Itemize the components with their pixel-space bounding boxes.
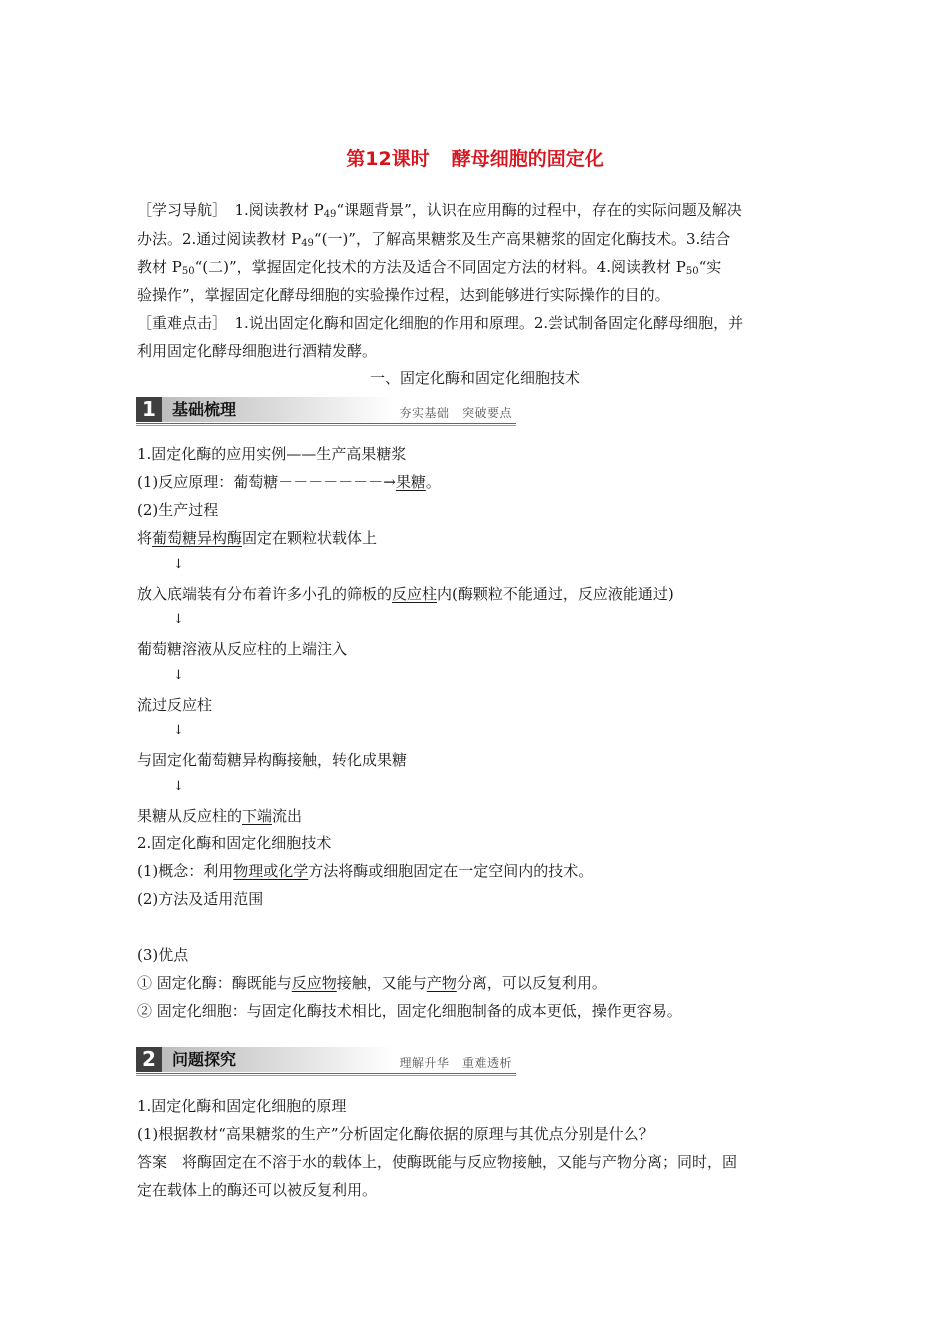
advantage-cell: ② 固定化细胞：与固定化酶技术相比，固定化细胞制备的成本更低，操作更容易。: [137, 1002, 682, 1020]
down-arrow-icon: ↓: [173, 779, 184, 794]
process-step-3: 葡萄糖溶液从反应柱的上端注入: [137, 640, 348, 658]
answer-line-2: 定在载体上的酶还可以被反复利用。: [137, 1181, 378, 1199]
basics-item-2: 2.固定化酶和固定化细胞技术: [137, 834, 332, 852]
methods-label: (2)方法及适用范围: [137, 890, 264, 908]
key-points-line-1: ［重难点击］ 1.说出固定化酶和固定化细胞的作用和原理。2.尝试制备固定化酵母细胞，并: [137, 314, 744, 332]
answer-line-1: 答案 将酶固定在不溶于水的载体上，使酶既能与反应物接触，又能与产物分离；同时，固: [137, 1153, 738, 1171]
guide-line-3: 教材 $P_{50}“$(二)”，掌握固定化技术的方法及适合不同固定方法的材料。4.阅读教材 $P_{50}“$实: [137, 258, 722, 277]
banner-label: 基础梳理: [162, 397, 394, 422]
process-step-4: 流过反应柱: [137, 696, 213, 714]
down-arrow-icon: ↓: [173, 668, 184, 683]
process-step-1: 将葡萄糖异构酶固定在颗粒状载体上: [137, 529, 378, 547]
section-banner-inquiry: [136, 1047, 516, 1075]
inquiry-question: (1)根据教材“高果糖浆的生产”分析固定化酶依据的原理与其优点分别是什么？: [137, 1125, 654, 1143]
concept-line: (1)概念：利用物理或化学方法将酶或细胞固定在一定空间内的技术。: [137, 862, 594, 880]
banner-tagline: 理解升华 重难透析: [399, 1056, 512, 1070]
section-heading: 一、固定化酶和固定化细胞技术: [369, 369, 580, 387]
page-title: 第12课时 酵母细胞的固定化: [346, 148, 604, 170]
section-banner-basics: [136, 397, 516, 425]
guide-line-4: 验操作”，掌握固定化酵母细胞的实验操作过程，达到能够进行实际操作的目的。: [137, 286, 670, 304]
process-step-5: 与固定化葡萄糖异构酶接触，转化成果糖: [137, 751, 408, 769]
guide-line-2: 办法。2.通过阅读教材 $P_{49}“$(一)”，了解高果糖浆及生产高果糖浆的固定化酶技术。3.结合: [137, 230, 731, 249]
advantages-label: (3)优点: [137, 946, 189, 964]
basics-item-1: 1.固定化酶的应用实例——生产高果糖浆: [137, 445, 407, 463]
advantage-enzyme: ① 固定化酶：酶既能与反应物接触，又能与产物分离，可以反复利用。: [137, 974, 607, 992]
key-points-line-2: 利用固定化酵母细胞进行酒精发酵。: [137, 342, 378, 360]
process-step-6: 果糖从反应柱的下端流出: [137, 807, 303, 825]
banner-tagline: 夯实基础 突破要点: [399, 406, 512, 420]
process-step-2: 放入底端装有分布着许多小孔的筛板的反应柱内(酶颗粒不能通过，反应液能通过): [137, 585, 674, 603]
production-process-label: (2)生产过程: [137, 501, 219, 519]
reaction-principle: (1)反应原理：葡萄糖－－－－－－－→果糖。: [137, 473, 441, 491]
banner-number: 1: [136, 397, 162, 422]
down-arrow-icon: ↓: [173, 723, 184, 738]
guide-line-1: ［学习导航］ 1.阅读教材 $P_{49}“$课题背景”，认识在应用酶的过程中，存在的实际问题及解决: [137, 201, 742, 220]
down-arrow-icon: ↓: [173, 557, 184, 572]
down-arrow-icon: ↓: [173, 612, 184, 627]
banner-label: 问题探究: [162, 1047, 394, 1072]
inquiry-heading: 1.固定化酶和固定化细胞的原理: [137, 1097, 347, 1115]
banner-number: 2: [136, 1047, 162, 1072]
